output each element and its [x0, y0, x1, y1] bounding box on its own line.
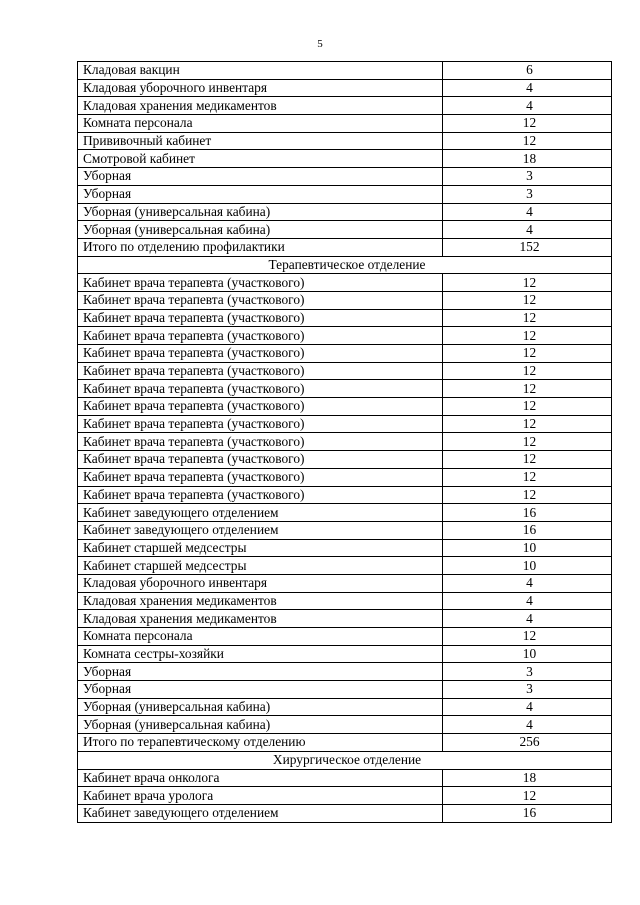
table-row: [78, 132, 612, 150]
room-area: 4: [443, 574, 612, 592]
room-name: Кабинет врача уролога: [78, 787, 443, 805]
room-name: Кабинет врача терапевта (участкового): [78, 345, 443, 363]
total-row: [78, 734, 612, 752]
room-name: Кладовая хранения медикаментов: [78, 610, 443, 628]
table-row: [78, 291, 612, 309]
table-row: [78, 716, 612, 734]
room-name: Кабинет врача терапевта (участкового): [78, 274, 443, 292]
room-area: 18: [443, 150, 612, 168]
room-area: 12: [443, 451, 612, 469]
room-area: 12: [443, 398, 612, 416]
room-area: 12: [443, 380, 612, 398]
table-row: [78, 486, 612, 504]
room-area: 16: [443, 521, 612, 539]
room-name: Кабинет врача терапевта (участкового): [78, 362, 443, 380]
room-area: 4: [443, 203, 612, 221]
room-name: Кабинет старшей медсестры: [78, 539, 443, 557]
room-name: Кабинет врача терапевта (участкового): [78, 327, 443, 345]
room-name: Кладовая хранения медикаментов: [78, 592, 443, 610]
room-area: 16: [443, 504, 612, 522]
room-name: Уборная: [78, 168, 443, 186]
room-area: 12: [443, 345, 612, 363]
room-area: 12: [443, 132, 612, 150]
room-name: Кабинет врача терапевта (участкового): [78, 380, 443, 398]
table-row: [78, 521, 612, 539]
room-area: 16: [443, 804, 612, 822]
room-name: Уборная (универсальная кабина): [78, 221, 443, 239]
room-name: Кабинет врача терапевта (участкового): [78, 468, 443, 486]
table-row: [78, 362, 612, 380]
room-area: 12: [443, 415, 612, 433]
room-name: Кладовая уборочного инвентаря: [78, 79, 443, 97]
table-row: [78, 787, 612, 805]
table-row: [78, 645, 612, 663]
table-row: [78, 610, 612, 628]
room-name: Уборная (универсальная кабина): [78, 698, 443, 716]
room-area: 4: [443, 698, 612, 716]
room-area: 18: [443, 769, 612, 787]
room-name: Прививочный кабинет: [78, 132, 443, 150]
room-name: Уборная: [78, 681, 443, 699]
table-row: [78, 79, 612, 97]
table-row: [78, 415, 612, 433]
table-row: [78, 309, 612, 327]
table-row: [78, 698, 612, 716]
room-name: Кабинет врача терапевта (участкового): [78, 486, 443, 504]
table-row: [78, 681, 612, 699]
table-row: [78, 203, 612, 221]
room-name: Кабинет врача терапевта (участкового): [78, 309, 443, 327]
room-name: Уборная: [78, 663, 443, 681]
total-label: Итого по терапевтическому отделению: [78, 734, 443, 752]
room-name: Комната персонала: [78, 115, 443, 133]
rooms-area-table: [77, 61, 612, 823]
room-name: Кабинет старшей медсестры: [78, 557, 443, 575]
table-row: [78, 557, 612, 575]
table-row: [78, 115, 612, 133]
table-row: [78, 539, 612, 557]
table-row: [78, 168, 612, 186]
table-row: [78, 345, 612, 363]
total-row: [78, 238, 612, 256]
table-row: [78, 221, 612, 239]
table-row: [78, 433, 612, 451]
room-area: 12: [443, 362, 612, 380]
room-area: 3: [443, 185, 612, 203]
table-row: [78, 504, 612, 522]
room-area: 12: [443, 274, 612, 292]
room-name: Кладовая хранения медикаментов: [78, 97, 443, 115]
room-name: Кабинет заведующего отделением: [78, 804, 443, 822]
room-area: 12: [443, 309, 612, 327]
table-row: [78, 628, 612, 646]
room-area: 4: [443, 592, 612, 610]
room-area: 12: [443, 291, 612, 309]
table-row: [78, 574, 612, 592]
room-area: 6: [443, 62, 612, 80]
section-header-row: [78, 256, 612, 274]
total-area: 152: [443, 238, 612, 256]
room-name: Кабинет врача терапевта (участкового): [78, 398, 443, 416]
table-row: [78, 769, 612, 787]
room-area: 4: [443, 97, 612, 115]
total-area: 256: [443, 734, 612, 752]
table-row: [78, 274, 612, 292]
table-row: [78, 592, 612, 610]
room-name: Кабинет врача терапевта (участкового): [78, 451, 443, 469]
room-area: 12: [443, 486, 612, 504]
room-area: 3: [443, 663, 612, 681]
room-name: Кабинет врача терапевта (участкового): [78, 415, 443, 433]
table-row: [78, 150, 612, 168]
table-row: [78, 451, 612, 469]
room-name: Кабинет заведующего отделением: [78, 521, 443, 539]
room-name: Уборная (универсальная кабина): [78, 203, 443, 221]
rooms-table-body: [78, 62, 612, 823]
section-title: Хирургическое отделение: [78, 751, 612, 769]
room-area: 12: [443, 115, 612, 133]
room-name: Кабинет заведующего отделением: [78, 504, 443, 522]
room-area: 12: [443, 468, 612, 486]
table-row: [78, 97, 612, 115]
room-name: Уборная (универсальная кабина): [78, 716, 443, 734]
room-area: 12: [443, 433, 612, 451]
room-name: Кладовая уборочного инвентаря: [78, 574, 443, 592]
page-number: 5: [317, 38, 323, 50]
room-name: Смотровой кабинет: [78, 150, 443, 168]
room-area: 3: [443, 681, 612, 699]
room-name: Кладовая вакцин: [78, 62, 443, 80]
table-row: [78, 398, 612, 416]
room-name: Уборная: [78, 185, 443, 203]
table-row: [78, 62, 612, 80]
table-row: [78, 468, 612, 486]
room-area: 10: [443, 557, 612, 575]
room-area: 12: [443, 327, 612, 345]
room-area: 4: [443, 716, 612, 734]
table-row: [78, 327, 612, 345]
section-title: Терапевтическое отделение: [78, 256, 612, 274]
table-row: [78, 663, 612, 681]
room-area: 12: [443, 787, 612, 805]
room-area: 10: [443, 645, 612, 663]
table-row: [78, 185, 612, 203]
room-area: 4: [443, 610, 612, 628]
room-name: Кабинет врача онколога: [78, 769, 443, 787]
table-row: [78, 380, 612, 398]
room-name: Комната сестры-хозяйки: [78, 645, 443, 663]
room-area: 4: [443, 79, 612, 97]
room-name: Комната персонала: [78, 628, 443, 646]
room-name: Кабинет врача терапевта (участкового): [78, 433, 443, 451]
room-area: 3: [443, 168, 612, 186]
section-header-row: [78, 751, 612, 769]
room-area: 4: [443, 221, 612, 239]
table-row: [78, 804, 612, 822]
room-area: 12: [443, 628, 612, 646]
room-name: Кабинет врача терапевта (участкового): [78, 291, 443, 309]
total-label: Итого по отделению профилактики: [78, 238, 443, 256]
room-area: 10: [443, 539, 612, 557]
